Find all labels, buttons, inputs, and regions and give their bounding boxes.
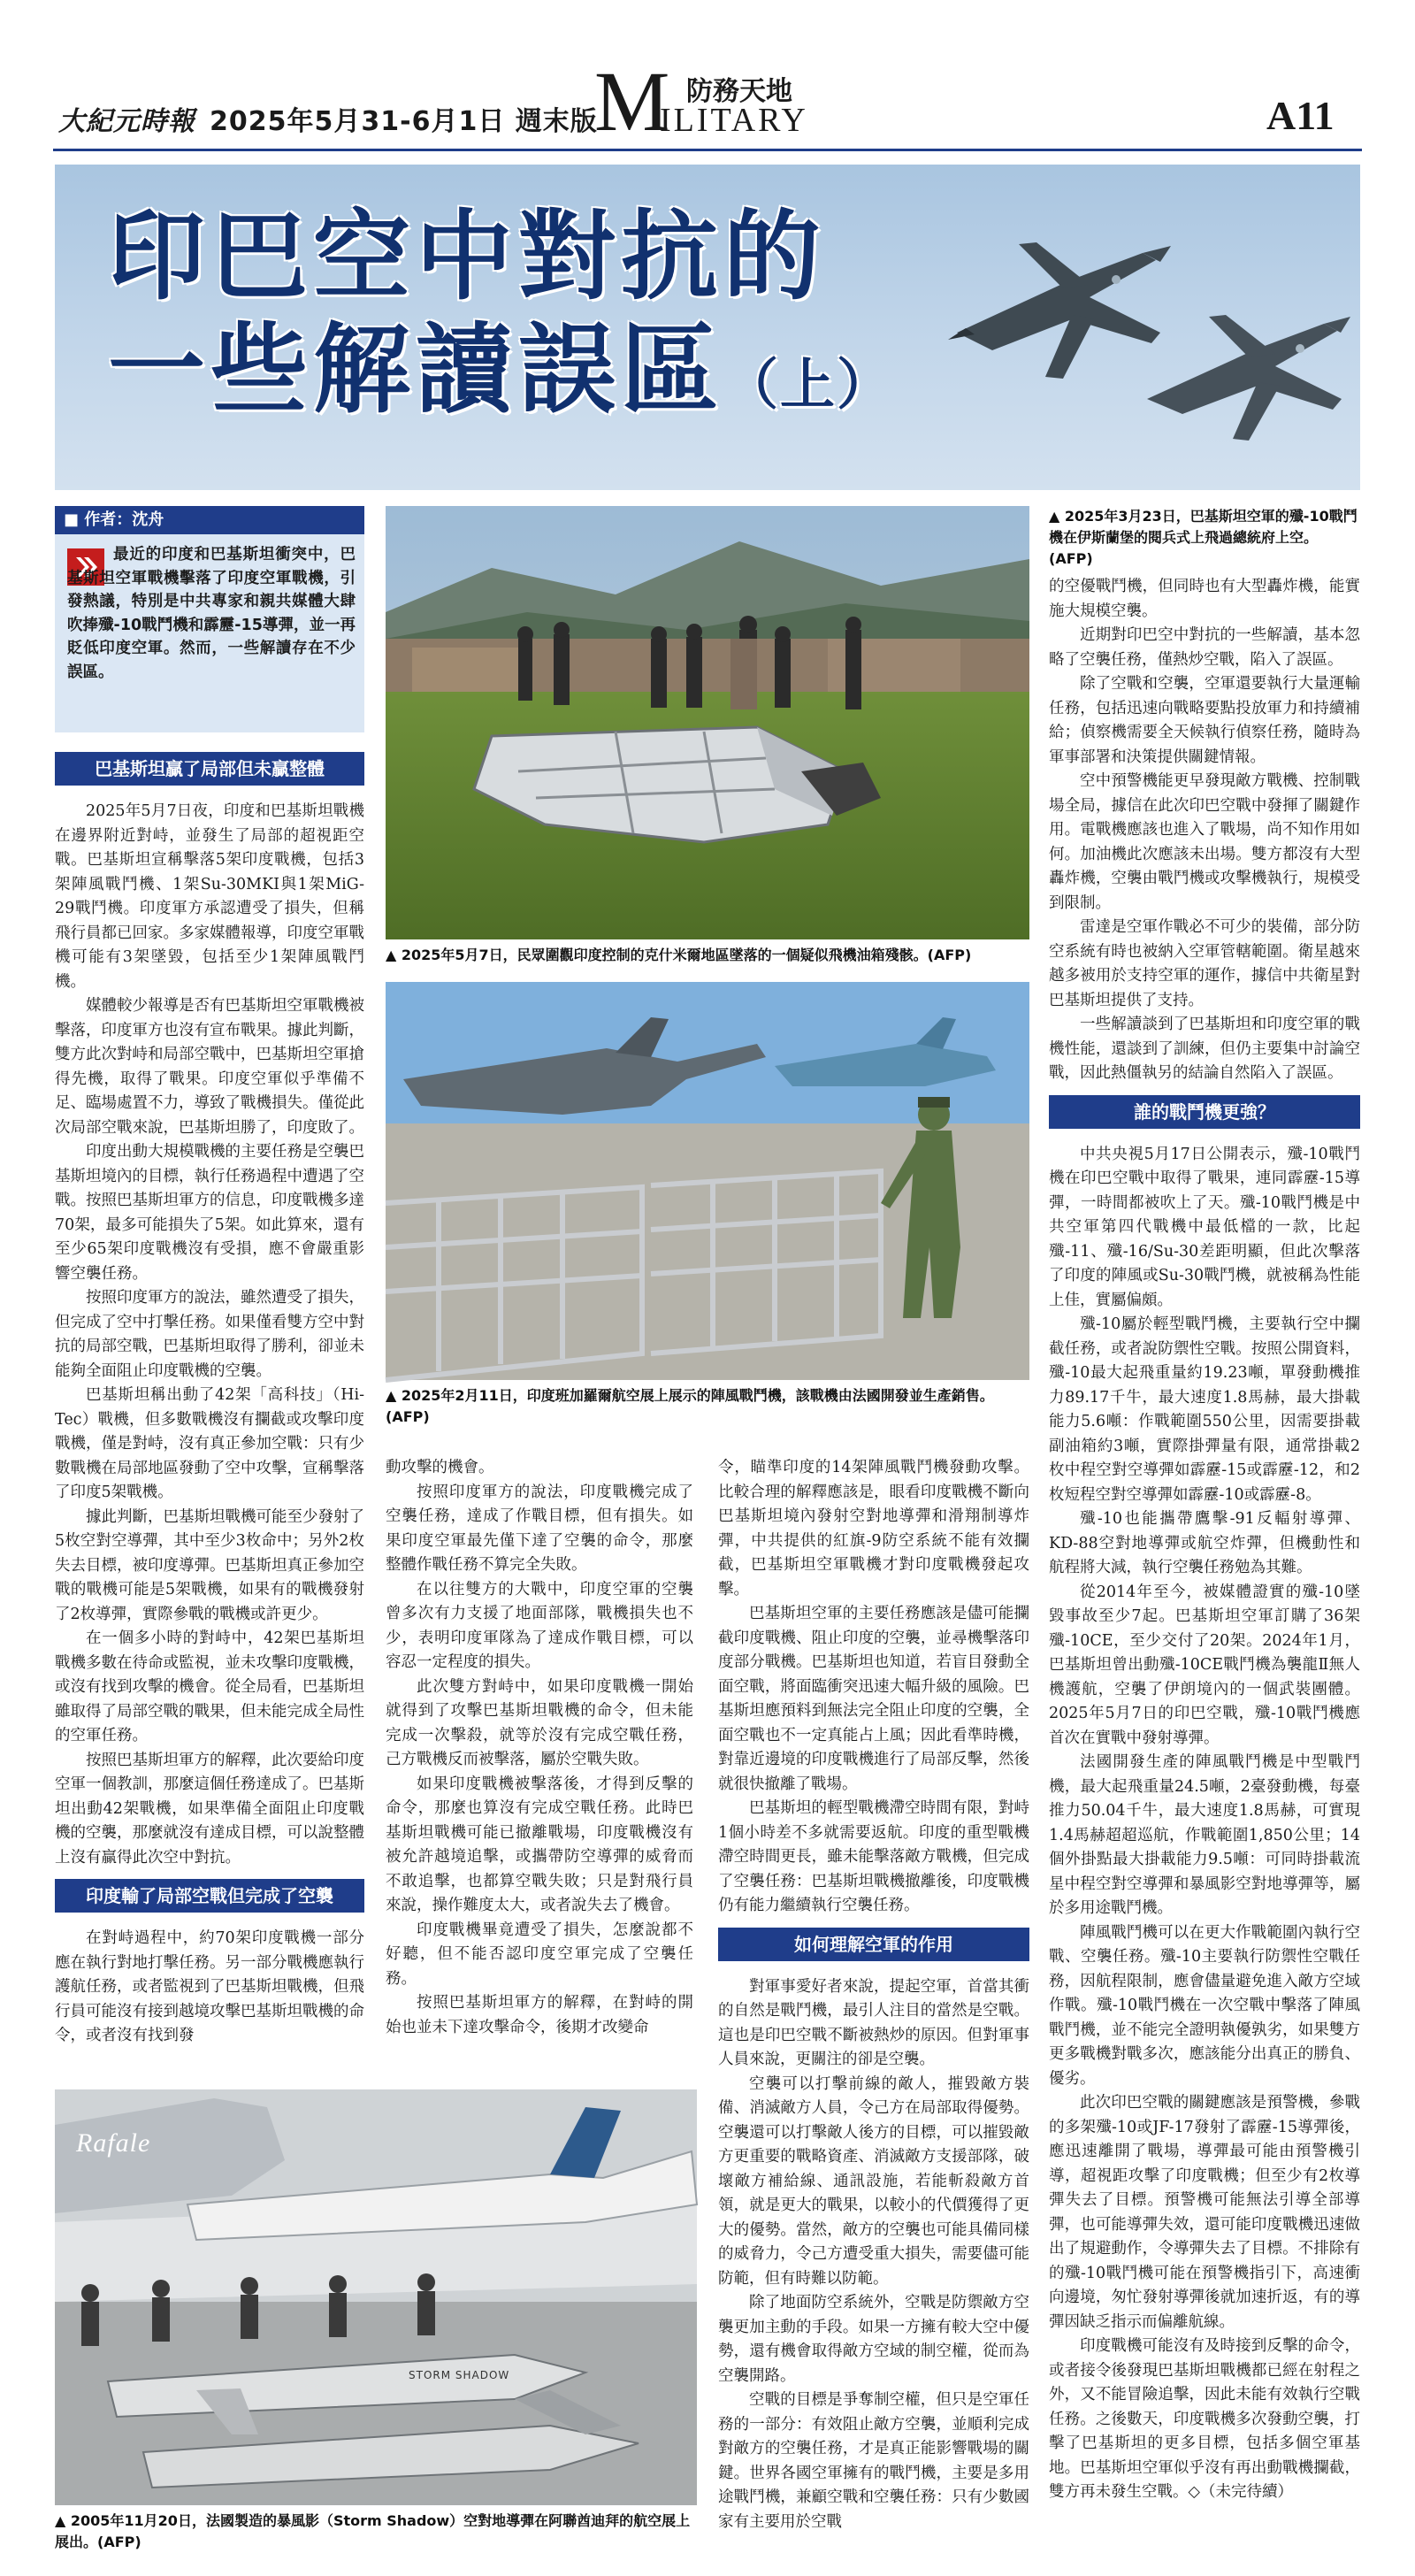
section-title-zh: 防務天地 <box>686 76 792 107</box>
paragraph: 巴基斯坦的輕型戰機滯空時間有限，對峙1個小時差不多就需要返航。印度的重型戰機滯空時間更長，雖未能擊落敵方戰機，但完成了空襲任務：巴基斯坦戰機撤離後，印度戰機仍有能力繼續執行空襲任務。 <box>718 1799 1029 1914</box>
article-column-4 <box>1049 575 1360 2557</box>
paragraph: 對軍事愛好者來說，提起空軍，首當其衝的自然是戰鬥機，最引人注目的當然是空戰。這也是印巴空戰不斷被熱炒的原因。但對軍事人員來說，更關注的卻是空襲。 <box>718 1977 1029 2068</box>
airshow-photo-illustration <box>386 982 1029 1380</box>
missile-photo-illustration <box>55 2089 697 2505</box>
paragraph: 巴基斯坦稱出動了42架「高科技」（Hi-Tec）戰機，但多數戰機沒有攔截或攻擊印度戰機，僅是對峙，沒有真正參加空戰：只有少數戰機在局部地區發動了空中攻擊，宣稱擊落了印度5架戰機。 <box>55 1386 364 1501</box>
lead-box <box>55 506 364 732</box>
paragraph: 2025年5月7日夜，印度和巴基斯坦戰機在邊界附近對峙，並發生了局部的超視距空戰。巴基斯坦宣稱擊落5架印度戰機，包括3架陣風戰鬥機、1架Su-30MKI與1架MiG-29戰鬥機。印度軍方承認遭受了損失，但稱飛行員都已回家。多家媒體報導，印度空軍戰機可能有3架墜毀，包括至少1架陣風戰鬥機。 <box>55 802 364 991</box>
paragraph: 殲-10屬於輕型戰鬥機，主要執行空中攔截任務，或者說防禦性空戰。按照公開資料，殲-10最大起飛重量約19.23噸，單發動機推力89.17千牛，最大速度1.8馬赫，最大掛載能力5.6噸：作戰範圍550公里，因需要掛載副油箱約3噸，實際掛彈量有限，通常掛載2枚中程空對空導彈如霹靂-15或霹靂-12，和2枚短程空對空導彈如霹靂-10或霹靂-8。 <box>1049 1315 1360 1504</box>
photo-rafale-airshow <box>386 982 1029 1380</box>
paper-name-and-date <box>58 99 598 138</box>
subheading: 誰的戰鬥機更強？ <box>1049 1095 1360 1129</box>
masthead <box>0 0 1415 156</box>
paragraph: 令，瞄準印度的14架陣風戰鬥機發動攻擊。比較合理的解釋應該是，眼看印度戰機不斷向巴基斯坦境內發射空對地導彈和滑翔制導炸彈，中共提供的紅旗-9防空系統不能有效攔截，巴基斯坦空軍戰機才對印度戰機發起攻擊。 <box>718 1459 1029 1598</box>
paragraph: 如果印度戰機被擊落後，才得到反擊的命令，那麼也算沒有完成空戰任務。此時巴基斯坦戰機可能已撤離戰場，印度戰機沒有被允許越境追擊，或攜帶防空導彈的威脅而不敢追擊，也都算空戰失敗；只是對飛行員來說，操作難度太大，或者說失去了機會。 <box>386 1775 693 1914</box>
article-column-3 <box>718 1456 1029 2553</box>
paragraph: 的空優戰鬥機，但同時也有大型轟炸機，能實施大規模空襲。 <box>1049 578 1360 620</box>
paragraph: 在對峙過程中，約70架印度戰機一部分應在執行對地打擊任務。另一部分戰機應執行護航任務，或者監視到了巴基斯坦戰機，但飛行員可能沒有接到越境攻擊巴基斯坦戰機的命令，或者沒有找到發 <box>55 1929 364 2044</box>
article-column-2 <box>386 1456 693 2075</box>
masthead-rule <box>53 149 1362 151</box>
paragraph: 印度出動大規模戰機的主要任務是空襲巴基斯坦境內的目標，執行任務過程中遭遇了空戰。按照巴基斯坦軍方的信息，印度戰機多達70架，最多可能損失了5架。如此算來，還有至少65架印度戰機沒有受損，應不會嚴重影響空襲任務。 <box>55 1143 364 1283</box>
subheading: 如何理解空軍的作用 <box>718 1928 1029 1961</box>
paragraph: 按照巴基斯坦軍方的解釋，在對峙的開始也並未下達攻擊命令，後期才改變命 <box>386 1994 693 2036</box>
photo-caption: ▲ 2025年5月7日，民眾圍觀印度控制的克什米爾地區墜落的一個疑似飛機油箱殘骸。(AFP) <box>386 947 972 963</box>
author-label: ■ 作者：沈舟 <box>55 506 364 534</box>
photo-caption: ▲ 2025年3月23日，巴基斯坦空軍的殲-10戰鬥機在伊斯蘭堡的閱兵式上飛過總統府上空。(AFP) <box>1049 508 1358 567</box>
paragraph: 印度戰機畢竟遭受了損失，怎麼說都不好聽，但不能否認印度空軍完成了空襲任務。 <box>386 1920 693 1988</box>
paragraph: 在一個多小時的對峙中，42架巴基斯坦戰機多數在待命或監視，並未攻擊印度戰機，或沒有找到攻擊的機會。從全局看，巴基斯坦雖取得了局部空戰的戰果，但未能完成全局性的空軍任務。 <box>55 1629 364 1744</box>
paragraph: 從2014年至今，被媒體證實的殲-10墜毀事故至少7起。巴基斯坦空軍訂購了36架殲-10CE，至少交付了20架。2024年1月，巴基斯坦曾出動殲-10CE戰鬥機為襲龍Ⅱ無人機護航，空襲了伊朗境內的一個武裝團體。2025年5月7日的印巴空戰，殲-10戰鬥機應首次在實戰中發射導彈。 <box>1049 1583 1360 1747</box>
headline-line1: 印巴空中對抗的 <box>108 200 826 313</box>
paragraph: 按照巴基斯坦軍方的解釋，此次要給印度空軍一個教訓，那麼這個任務達成了。巴基斯坦出動42架戰機，如果準備全面阻止印度戰機的空襲，那麼就沒有達成目標，可以說整體上沒有贏得此次空中對抗。 <box>55 1751 364 1867</box>
paper-name: 大紀元時報 <box>58 106 195 137</box>
headline-part: （上） <box>723 352 894 417</box>
paragraph: 殲-10也能攜帶鷹擊-91反輻射導彈、KD-88空對地導彈或航空炸彈，但機動性和航程將大減，執行空襲任務勉為其難。 <box>1049 1510 1360 1576</box>
subheading: 巴基斯坦贏了局部但未贏整體 <box>55 752 364 786</box>
photo-crash-debris <box>386 506 1029 939</box>
missile-label: STORM SHADOW <box>409 2369 510 2381</box>
paragraph: 法國開發生產的陣風戰鬥機是中型戰鬥機，最大起飛重量24.5噸，2臺發動機，每臺推力50.04千牛，最大速度1.8馬赫，可實現1.4馬赫超超巡航，作戰範圍1,850公里；14個外掛點最大掛載能力9.5噸：可同時掛載流星中程空對空導彈和暴風影空對地導彈等，屬於多用途戰鬥機。 <box>1049 1753 1360 1917</box>
headline-line2: 一些解讀誤區 <box>108 313 723 426</box>
paragraph: 動攻擊的機會。 <box>386 1459 494 1476</box>
section-initial: M <box>594 54 670 149</box>
paragraph: 媒體較少報導是否有巴基斯坦空軍戰機被擊落，印度軍方也沒有宣布戰果。據此判斷，雙方此次對峙和局部空戰中，巴基斯坦空軍搶得先機，取得了戰果。印度空軍似乎準備不足、臨場處置不力，導致了戰機損失。僅從此次局部空戰來說，巴基斯坦勝了，印度敗了。 <box>55 997 364 1137</box>
photo-caption: ▲ 2005年11月20日，法國製造的暴風影（Storm Shadow）空對地導彈在阿聯酋迪拜的航空展上展出。(AFP) <box>55 2512 691 2550</box>
paragraph: 按照印度軍方的說法，雖然遭受了損失，但完成了空中打擊任務。如果僅看雙方空中對抗的局部空戰，巴基斯坦取得了勝利，卻並未能夠全面阻止印度戰機的空襲。 <box>55 1289 364 1380</box>
paragraph: 除了空戰和空襲，空軍還要執行大量運輸任務，包括迅速向戰略要點投放軍力和持續補給；偵察機需要全天候執行偵察任務，隨時為軍事部署和決策提供關鍵情報。 <box>1049 675 1360 766</box>
paragraph: 此次雙方對峙中，如果印度戰機一開始就得到了攻擊巴基斯坦戰機的命令，但未能完成一次擊殺，就等於沒有完成空戰任務，己方戰機反而被擊落，屬於空戰失敗。 <box>386 1677 693 1768</box>
photo-storm-shadow <box>55 2089 697 2505</box>
page-number: A11 <box>1266 93 1335 138</box>
section-title-en: ILITARY <box>660 102 808 139</box>
paragraph: 空中預警機能更早發現敵方戰機、控制戰場全局，據信在此次印巴空戰中發揮了關鍵作用。電戰機應該也進入了戰場，尚不知作用如何。加油機此次應該未出場。雙方都沒有大型轟炸機，空襲由戰鬥機或攻擊機執行，規模受到限制。 <box>1049 772 1360 912</box>
article-column-1 <box>55 743 364 2044</box>
paragraph: 巴基斯坦空軍的主要任務應該是儘可能攔截印度戰機、阻止印度的空襲，並尋機擊落印度部分戰機。巴基斯坦也知道，若盲目發動全面空戰，將面臨衝突迅速大幅升級的風險。巴基斯坦應預料到無法完全阻止印度的空襲，全面空戰也不一定真能占上風；因此看準時機，對靠近邊境的印度戰機進行了局部反擊，然後就很快撤離了戰場。 <box>718 1605 1029 1793</box>
paragraph: 按照印度軍方的說法，印度戰機完成了空襲任務，達成了作戰目標，但有損失。如果印度空軍最先僅下達了空襲的命令，那麼整體作戰任務不算完全失敗。 <box>386 1483 693 1574</box>
section-logo <box>594 54 842 149</box>
paragraph: 印度戰機可能沒有及時接到反擊的命令，或者接令後發現巴基斯坦戰機都已經在射程之外，又不能冒險追擊，因此未能有效執行空戰任務。之後數天，印度戰機多次發動空襲，打擊了巴基斯坦的更多目標，包括多個空軍基地。巴基斯坦空軍似乎沒有再出動戰機攔截，雙方再未發生空戰。◇（未完待續） <box>1049 2337 1360 2501</box>
paragraph: 空襲可以打擊前線的敵人，摧毀敵方裝備、消滅敵方人員，令己方在局部取得優勢。空襲還可以打擊敵人後方的目標，可以摧毀敵方更重要的戰略資產、消滅敵方支援部隊，破壞敵方補給線、通訊設施，若能斬殺敵方首領，就是更大的戰果，以較小的代價獲得了更大的優勢。當然，敵方的空襲也可能具備同樣的威脅力，令己方遭受重大損失，需要儘可能防範，但有時難以防範。 <box>718 2074 1029 2288</box>
paragraph: 在以往雙方的大戰中，印度空軍的空襲曾多次有力支援了地面部隊，戰機損失也不少，表明印度軍隊為了達成作戰目標，可以容忍一定程度的損失。 <box>386 1580 693 1671</box>
paragraph: 雷達是空軍作戰必不可少的裝備，部分防空系統有時也被納入空軍管轄範圍。衛星越來越多被用於支持空軍的運作，據信中共衛星對巴基斯坦提供了支持。 <box>1049 918 1360 1009</box>
paragraph: 近期對印巴空中對抗的一些解讀，基本忽略了空襲任務，僅熱炒空戰，陷入了誤區。 <box>1049 626 1360 669</box>
paragraph: 陣風戰鬥機可以在更大作戰範圍內執行空戰、空襲任務。殲-10主要執行防禦性空戰任務，因航程限制，應會儘量避免進入敵方空域作戰。殲-10戰鬥機在一次空戰中擊落了陣風戰鬥機，並不能完全證明執優孰劣，如果雙方更多戰機對戰多次，應該能分出真正的勝負、優劣。 <box>1049 1923 1360 2088</box>
paragraph: 中共央視5月17日公開表示，殲-10戰鬥機在印巴空戰中取得了戰果，連同霹靂-15導彈，一時間都被吹上了天。殲-10戰鬥機是中共空軍第四代戰機中最低檔的一款，比起殲-11、殲-16/Su-30差距明顯，但此次擊落了印度的陣風或Su-30戰鬥機，就被稱為性能上佳，實屬偏頗。 <box>1049 1145 1360 1309</box>
paragraph: 據此判斷，巴基斯坦戰機可能至少發射了5枚空對空導彈，其中至少3枚命中；另外2枚失去目標，被印度導彈。巴基斯坦真正參加空戰的戰機可能是5架戰機，如果有的戰機發射了2枚導彈，實際參戰的戰機或許更少。 <box>55 1507 364 1623</box>
photo-caption: ▲ 2025年2月11日，印度班加羅爾航空展上展示的陣風戰鬥機，該戰機由法國開發並生產銷售。(AFP) <box>386 1387 994 1425</box>
paragraph: 此次印巴空戰的關鍵應該是預警機，參戰的多架殲-10或JF-17發射了霹靂-15導彈後，應迅速離開了戰場，導彈最可能由預警機引導，超視距攻擊了印度戰機；但至少有2枚導彈失去了目標。預警機可能無法引導全部導彈，也可能導彈失效，還可能印度戰機迅速做出了規避動作，令導彈失去了目標。不排除有的殲-10戰鬥機可能在預警機指引下，高速衝向邊境，匆忙發射導彈後就加速折返，有的導彈因缺乏指示而偏離航線。 <box>1049 2094 1360 2331</box>
subheading: 印度輸了局部空戰但完成了空襲 <box>55 1879 364 1913</box>
issue-date: 2025年5月31-6月1日 週末版 <box>210 106 598 137</box>
debris-photo-illustration <box>386 506 1029 939</box>
lead-paragraph: 最近的印度和巴基斯坦衝突中，巴基斯坦空軍戰機擊落了印度空軍戰機，引發熱議，特別是中共專家和親共媒體大肆吹捧殲-10戰鬥機和霹靂-15導彈，並一再貶低印度空軍。然而，一些解讀存在不少誤區。 <box>67 546 356 681</box>
paragraph: 除了地面防空系統外，空戰是防禦敵方空襲更加主動的手段。如果一方擁有較大空中優勢，還有機會取得敵方空域的制空權，從而為空襲開路。 <box>718 2294 1029 2385</box>
fighter-jet-icon <box>1134 297 1355 465</box>
paragraph: 空戰的目標是爭奪制空權，但只是空軍任務的一部分：有效阻止敵方空襲，並順利完成對敵方的空襲任務，才是真正能影響戰場的關鍵。世界各國空軍擁有的戰鬥機，主要是多用途戰鬥機，兼顧空戰和空襲任務：只有少數國家有主要用於空戰 <box>718 2391 1029 2531</box>
paragraph: 一些解讀談到了巴基斯坦和印度空軍的戰機性能，還談到了訓練，但仍主要集中討論空戰，因此熱僵執另的結論自然陷入了誤區。 <box>1049 1016 1360 1082</box>
headline-banner <box>55 165 1360 490</box>
aircraft-label: Rafale <box>76 2128 151 2158</box>
page-title <box>108 200 893 441</box>
